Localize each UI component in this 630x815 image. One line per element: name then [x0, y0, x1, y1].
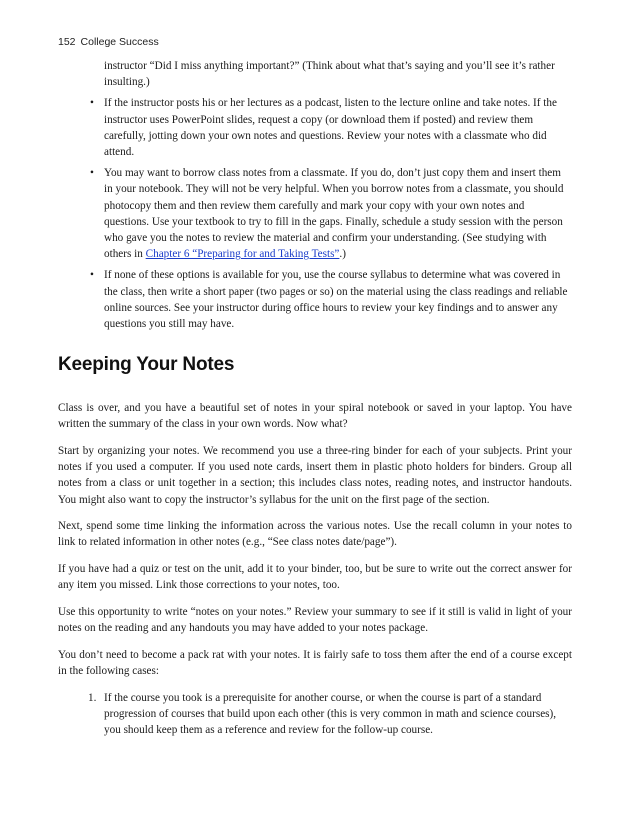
page-number: 152: [58, 36, 76, 48]
bullet-item-text-end: .): [339, 248, 346, 261]
bullet-marker: •: [90, 97, 94, 110]
running-header: [58, 36, 159, 48]
bullet-item-text: If the instructor posts his or her lectures as a podcast, listen to the lecture online and take notes. If the instructor uses PowerPoint slides, request a copy (or download them if posted) and review them carefully, jotting down your own notes and questions. Review your notes with a classmate who did attend.: [104, 97, 557, 159]
bullet-continuation: [58, 58, 570, 90]
section-body: [58, 400, 572, 738]
bullet-item-text: If none of these options is available for you, use the course syllabus to determine what was covered in the class, then write a short paper (two pages or so) on the material using the class readings and reliable online sources. See your instructor during office hours to review your key findings and to answer any questions you still may have.: [104, 269, 568, 331]
numbered-list: [58, 690, 572, 739]
section-heading: Keeping Your Notes: [58, 354, 235, 375]
paragraph: Start by organizing your notes. We recommend you use a three-ring binder for each of your subjects. Print your notes if you used a computer. If you used note cards, insert them in plastic photo holders for binders. Group all notes from a class or unit together in a section; this includes class notes, reading notes, and instructor handouts. You might also want to copy the instructor’s syllabus for the unit on the first page of the section.: [58, 444, 572, 506]
bullet-continuation-text: instructor “Did I miss anything important?” (Think about what that’s saying and you’ll see it’s rather insulting.): [104, 60, 555, 89]
paragraph: Use this opportunity to write “notes on your notes.” Review your summary to see if it still is valid in light of your notes on the reading and any handouts you may have added to your notes package.: [58, 606, 572, 635]
numbered-item: [58, 690, 572, 739]
numbered-item-text: If the course you took is a prerequisite for another course, or when the course is part of a standard progression of courses that build upon each other (this is very common in math and science courses), you should keep them as a reference and review for the follow-up course.: [104, 691, 557, 737]
paragraph: You don’t need to become a pack rat with your notes. It is fairly safe to toss them after the end of a course except in the following cases:: [58, 648, 572, 678]
bullet-marker: •: [90, 269, 94, 282]
chapter-6-link[interactable]: Chapter 6 “Preparing for and Taking Tests”: [145, 248, 340, 261]
bullet-item: [58, 165, 570, 262]
book-title: College Success: [80, 36, 159, 48]
paragraph: If you have had a quiz or test on the unit, add it to your binder, too, but be sure to write out the correct answer for any item you missed. Link those corrections to your notes, too.: [58, 563, 572, 592]
bullet-item: [58, 95, 570, 160]
bullet-marker: •: [90, 167, 94, 180]
paragraph: Next, spend some time linking the information across the various notes. Use the recall column in your notes to link to related information in other notes (e.g., “See class notes date/page”).: [58, 520, 572, 549]
bullet-list: [58, 58, 570, 337]
item-number: 1.: [88, 691, 97, 704]
bullet-item-text: You may want to borrow class notes from a classmate. If you do, don’t just copy them and insert them in your notebook. They will not be very helpful. When you borrow notes from a classmate, you should photocopy them and then review them carefully and mark your copy with your own notes and questions. Use your textbook to try to fill in the gaps. Finally, schedule a study session with the person who gave you the notes to review the material and confirm your understanding. (See studying with others in: [104, 167, 564, 261]
paragraph: Class is over, and you have a beautiful set of notes in your spiral notebook or saved in your laptop. You have written the summary of the class in your own words. Now what?: [58, 402, 572, 431]
bullet-item: [58, 267, 570, 332]
